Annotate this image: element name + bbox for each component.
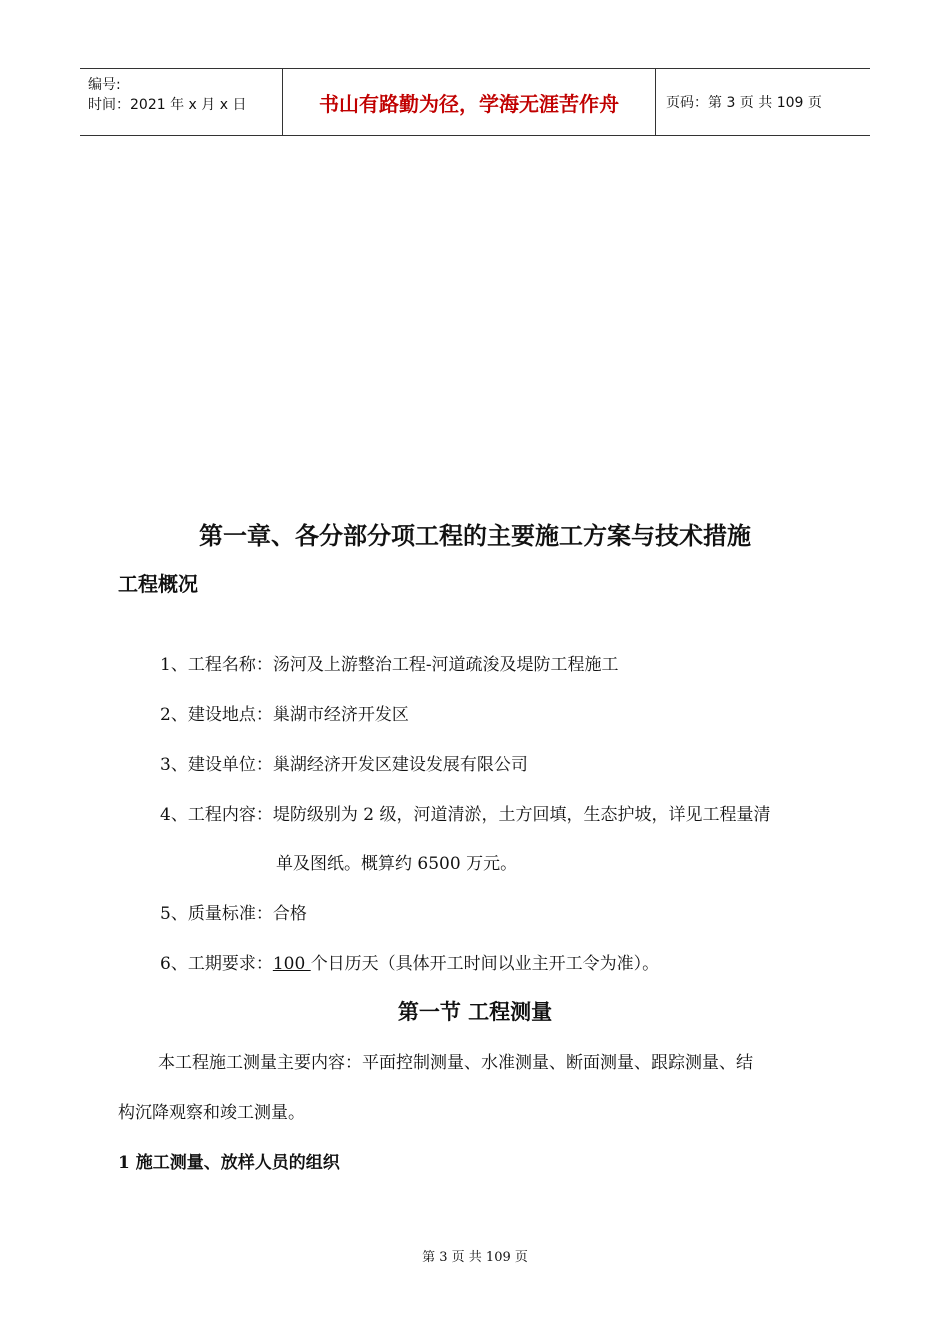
document-time: 时间：2021 年 x 月 x 日 <box>88 97 247 113</box>
section-title: 第一节 工程测量 <box>397 999 553 1024</box>
list-item: 4、工程内容：堤防级别为 2 级，河道清淤，土方回填，生态护坡，详见工程量清 <box>160 805 771 825</box>
list-item: 2、建设地点：巢湖市经济开发区 <box>160 705 409 725</box>
schedule-detail: 个日历天（具体开工时间以业主开工令为准）。 <box>310 954 660 974</box>
schedule-label: 6、工期要求： <box>160 954 273 974</box>
list-item-continuation: 单及图纸。概算约 6500 万元。 <box>276 854 518 874</box>
chapter-title: 第一章、各分部分项工程的主要施工方案与技术措施 <box>199 521 751 550</box>
schedule-days: 100 <box>272 954 311 974</box>
paragraph-line: 本工程施工测量主要内容：平面控制测量、水准测量、断面测量、跟踪测量、结 <box>158 1053 753 1073</box>
page-header <box>80 68 870 136</box>
page-footer: 第 3 页 共 109 页 <box>422 1250 528 1265</box>
list-item: 3、建设单位：巢湖经济开发区建设发展有限公司 <box>160 755 528 775</box>
list-item: 1、工程名称：汤河及上游整治工程-河道疏浚及堤防工程施工 <box>160 655 619 675</box>
list-item: 5、质量标准：合格 <box>160 904 307 924</box>
header-page-code: 页码：第 3 页 共 109 页 <box>666 95 822 111</box>
list-item-schedule <box>160 949 659 974</box>
header-motto: 书山有路勤为径，学海无涯苦作舟 <box>282 69 656 135</box>
document-number-label: 编号: <box>88 77 121 93</box>
overview-title: 工程概况 <box>118 572 198 596</box>
paragraph-line: 构沉降观察和竣工测量。 <box>118 1103 305 1123</box>
header-meta <box>80 69 282 135</box>
subheading: 1 施工测量、放样人员的组织 <box>118 1153 340 1173</box>
